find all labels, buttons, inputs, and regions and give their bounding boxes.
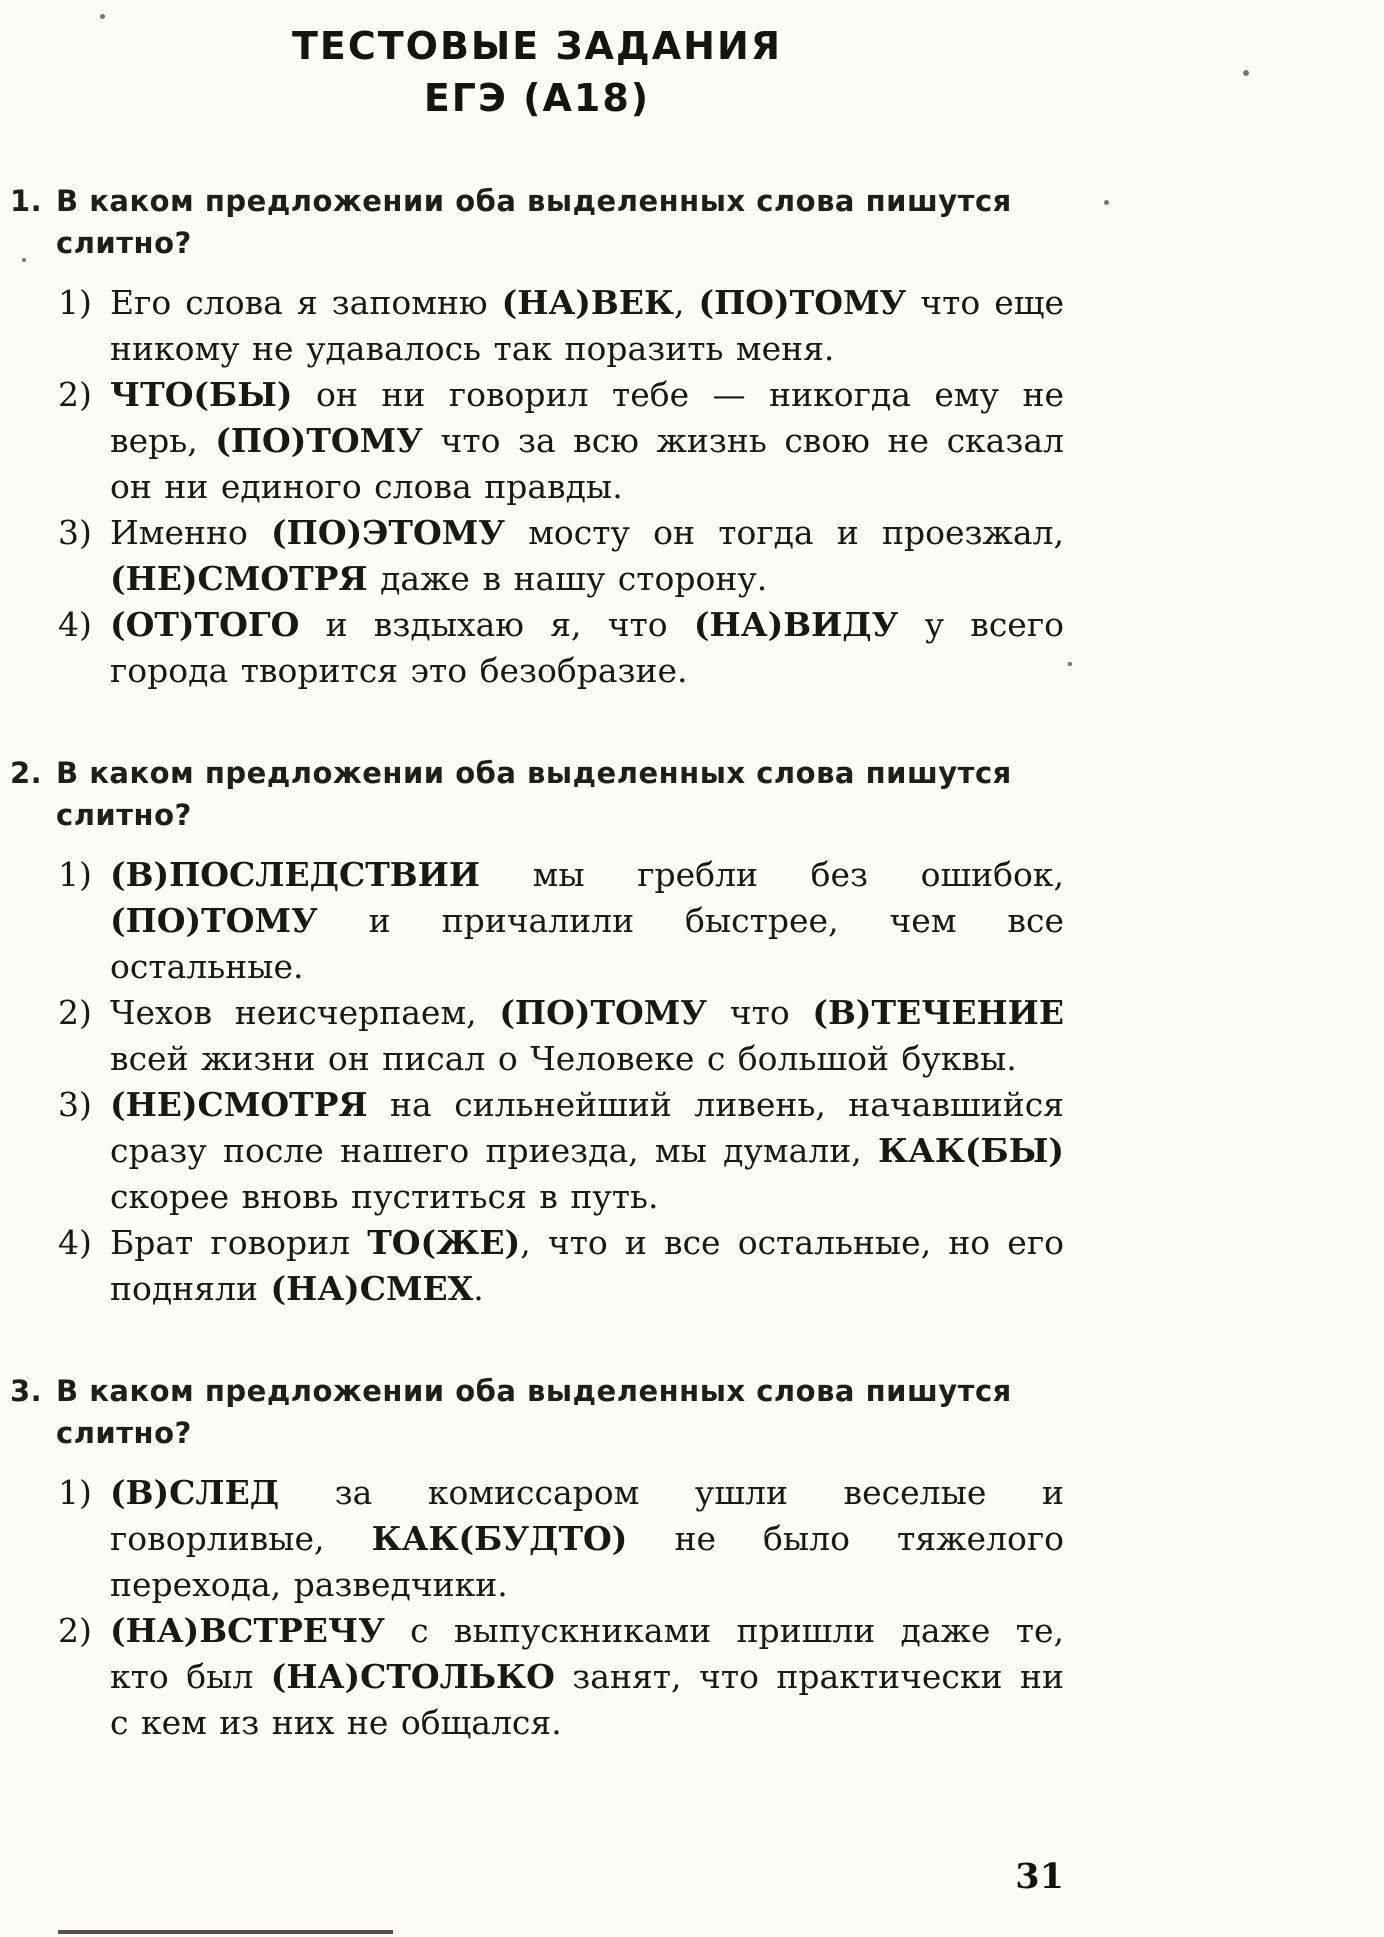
option-number: 3): [58, 1085, 92, 1124]
answer-option: [58, 852, 1064, 990]
option-number: 2): [58, 993, 92, 1032]
highlighted-word: ЧТО(БЫ): [110, 375, 293, 414]
answer-option: [58, 990, 1064, 1082]
highlighted-word: (В)ТЕЧЕНИЕ: [812, 993, 1065, 1032]
answer-option: [58, 372, 1064, 510]
question-block: [10, 752, 1064, 1312]
highlighted-word: (НА)ВИДУ: [693, 605, 899, 644]
option-text-segment: он ни говорил тебе — никогда ему не верь,: [110, 375, 1064, 460]
answer-option: [58, 1608, 1064, 1746]
question-block: [10, 180, 1064, 694]
scan-speck: [1068, 662, 1072, 666]
question-prompt-text: В каком предложении оба выделенных слова пишутся слитно?: [56, 1374, 1012, 1450]
page-number: 31: [1015, 1856, 1064, 1897]
page-title: [10, 20, 1064, 124]
questions-container: [10, 180, 1064, 1746]
option-text-segment: на сильнейший ливень, начавшийся сразу после нашего приезда, мы думали,: [110, 1085, 1064, 1170]
option-text: [110, 1220, 1064, 1312]
option-number: 4): [58, 605, 92, 644]
question-prompt-text: В каком предложении оба выделенных слова пишутся слитно?: [56, 184, 1012, 260]
title-line-2: ЕГЭ (А18): [423, 76, 651, 120]
highlighted-word: ТО(ЖЕ): [367, 1223, 521, 1262]
option-text-segment: и причалили быстрее, чем все остальные.: [110, 901, 1064, 986]
scan-speck: [22, 258, 26, 262]
option-text: [110, 852, 1064, 990]
answer-option: [58, 602, 1064, 694]
question-number: 3.: [10, 1374, 43, 1408]
scan-speck: [1104, 200, 1109, 205]
option-text-segment: за комиссаром ушли веселые и говорливые,: [110, 1473, 1064, 1558]
answer-option: [58, 280, 1064, 372]
option-number: 2): [58, 1611, 92, 1650]
answer-option: [58, 1220, 1064, 1312]
highlighted-word: (ПО)ТОМУ: [110, 901, 318, 940]
option-text-segment: что за всю жизнь свою не сказал он ни единого слова правды.: [110, 421, 1064, 506]
option-text-segment: даже в нашу сторону.: [367, 559, 768, 598]
option-text-segment: , что и все остальные, но его подняли: [110, 1223, 1064, 1308]
highlighted-word: (НА)ВСТРЕЧУ: [110, 1611, 385, 1650]
scan-edge-artifact: [58, 1930, 393, 1934]
option-text: [110, 510, 1064, 602]
highlighted-word: (НЕ)СМОТРЯ: [110, 559, 368, 598]
option-text: [110, 1082, 1064, 1220]
options-list: [58, 280, 1064, 694]
option-text-segment: .: [473, 1269, 484, 1308]
option-text-segment: Брат говорил: [110, 1223, 368, 1262]
highlighted-word: (НЕ)СМОТРЯ: [110, 1085, 368, 1124]
highlighted-word: (В)ПОСЛЕДСТВИИ: [110, 855, 481, 894]
question-prompt-text: В каком предложении оба выделенных слова пишутся слитно?: [56, 756, 1012, 832]
option-number: 3): [58, 513, 92, 552]
option-text-segment: у всего города творится это безобразие.: [110, 605, 1064, 690]
question-prompt: [10, 1370, 1064, 1454]
highlighted-word: (ОТ)ТОГО: [110, 605, 300, 644]
question-prompt: [10, 180, 1064, 264]
scan-speck: [100, 14, 105, 19]
option-text: [110, 990, 1064, 1082]
option-text-segment: Именно: [110, 513, 272, 552]
option-text: [110, 1470, 1064, 1608]
highlighted-word: КАК(БУДТО): [371, 1519, 628, 1558]
question-prompt: [10, 752, 1064, 836]
option-text-segment: что еще никому не удавалось так поразить меня.: [110, 283, 1064, 368]
option-number: 4): [58, 1223, 92, 1262]
option-text-segment: Его слова я запомню: [110, 283, 502, 322]
question-number: 2.: [10, 756, 43, 790]
highlighted-word: (ПО)ТОМУ: [215, 421, 423, 460]
highlighted-word: (НА)СМЕХ: [270, 1269, 474, 1308]
option-text-segment: что: [707, 993, 813, 1032]
highlighted-word: КАК(БЫ): [878, 1131, 1064, 1170]
option-text-segment: занят, что практически ни с кем из них не общался.: [110, 1657, 1064, 1742]
option-number: 1): [58, 855, 92, 894]
highlighted-word: (ПО)ТОМУ: [698, 283, 907, 322]
options-list: [58, 1470, 1064, 1746]
option-number: 2): [58, 375, 92, 414]
highlighted-word: (НА)СТОЛЬКО: [270, 1657, 555, 1696]
question-number: 1.: [10, 184, 43, 218]
answer-option: [58, 1470, 1064, 1608]
option-text: [110, 602, 1064, 694]
option-text: [110, 280, 1064, 372]
option-text: [110, 1608, 1064, 1746]
option-text-segment: и вздыхаю я, что: [299, 605, 694, 644]
question-block: [10, 1370, 1064, 1746]
option-text-segment: мосту он тогда и проезжал,: [505, 513, 1065, 552]
highlighted-word: (НА)ВЕК: [501, 283, 674, 322]
option-text-segment: Чехов неисчерпаем,: [110, 993, 500, 1032]
option-text-segment: мы гребли без ошибок,: [480, 855, 1064, 894]
option-text-segment: не было тяжелого перехода, разведчики.: [110, 1519, 1064, 1604]
highlighted-word: (ПО)ТОМУ: [499, 993, 708, 1032]
option-text-segment: ,: [674, 283, 699, 322]
option-text-segment: с выпускниками пришли даже те, кто был: [110, 1611, 1064, 1696]
answer-option: [58, 510, 1064, 602]
option-number: 1): [58, 283, 92, 322]
highlighted-word: (ПО)ЭТОМУ: [271, 513, 506, 552]
option-text-segment: скорее вновь пуститься в путь.: [110, 1177, 659, 1216]
title-line-1: ТЕСТОВЫЕ ЗАДАНИЯ: [291, 24, 783, 68]
option-text-segment: всей жизни он писал о Человеке с большой буквы.: [110, 1039, 1017, 1078]
options-list: [58, 852, 1064, 1312]
option-text: [110, 372, 1064, 510]
answer-option: [58, 1082, 1064, 1220]
option-number: 1): [58, 1473, 92, 1512]
highlighted-word: (В)СЛЕД: [110, 1473, 280, 1512]
scan-speck: [1243, 70, 1249, 76]
